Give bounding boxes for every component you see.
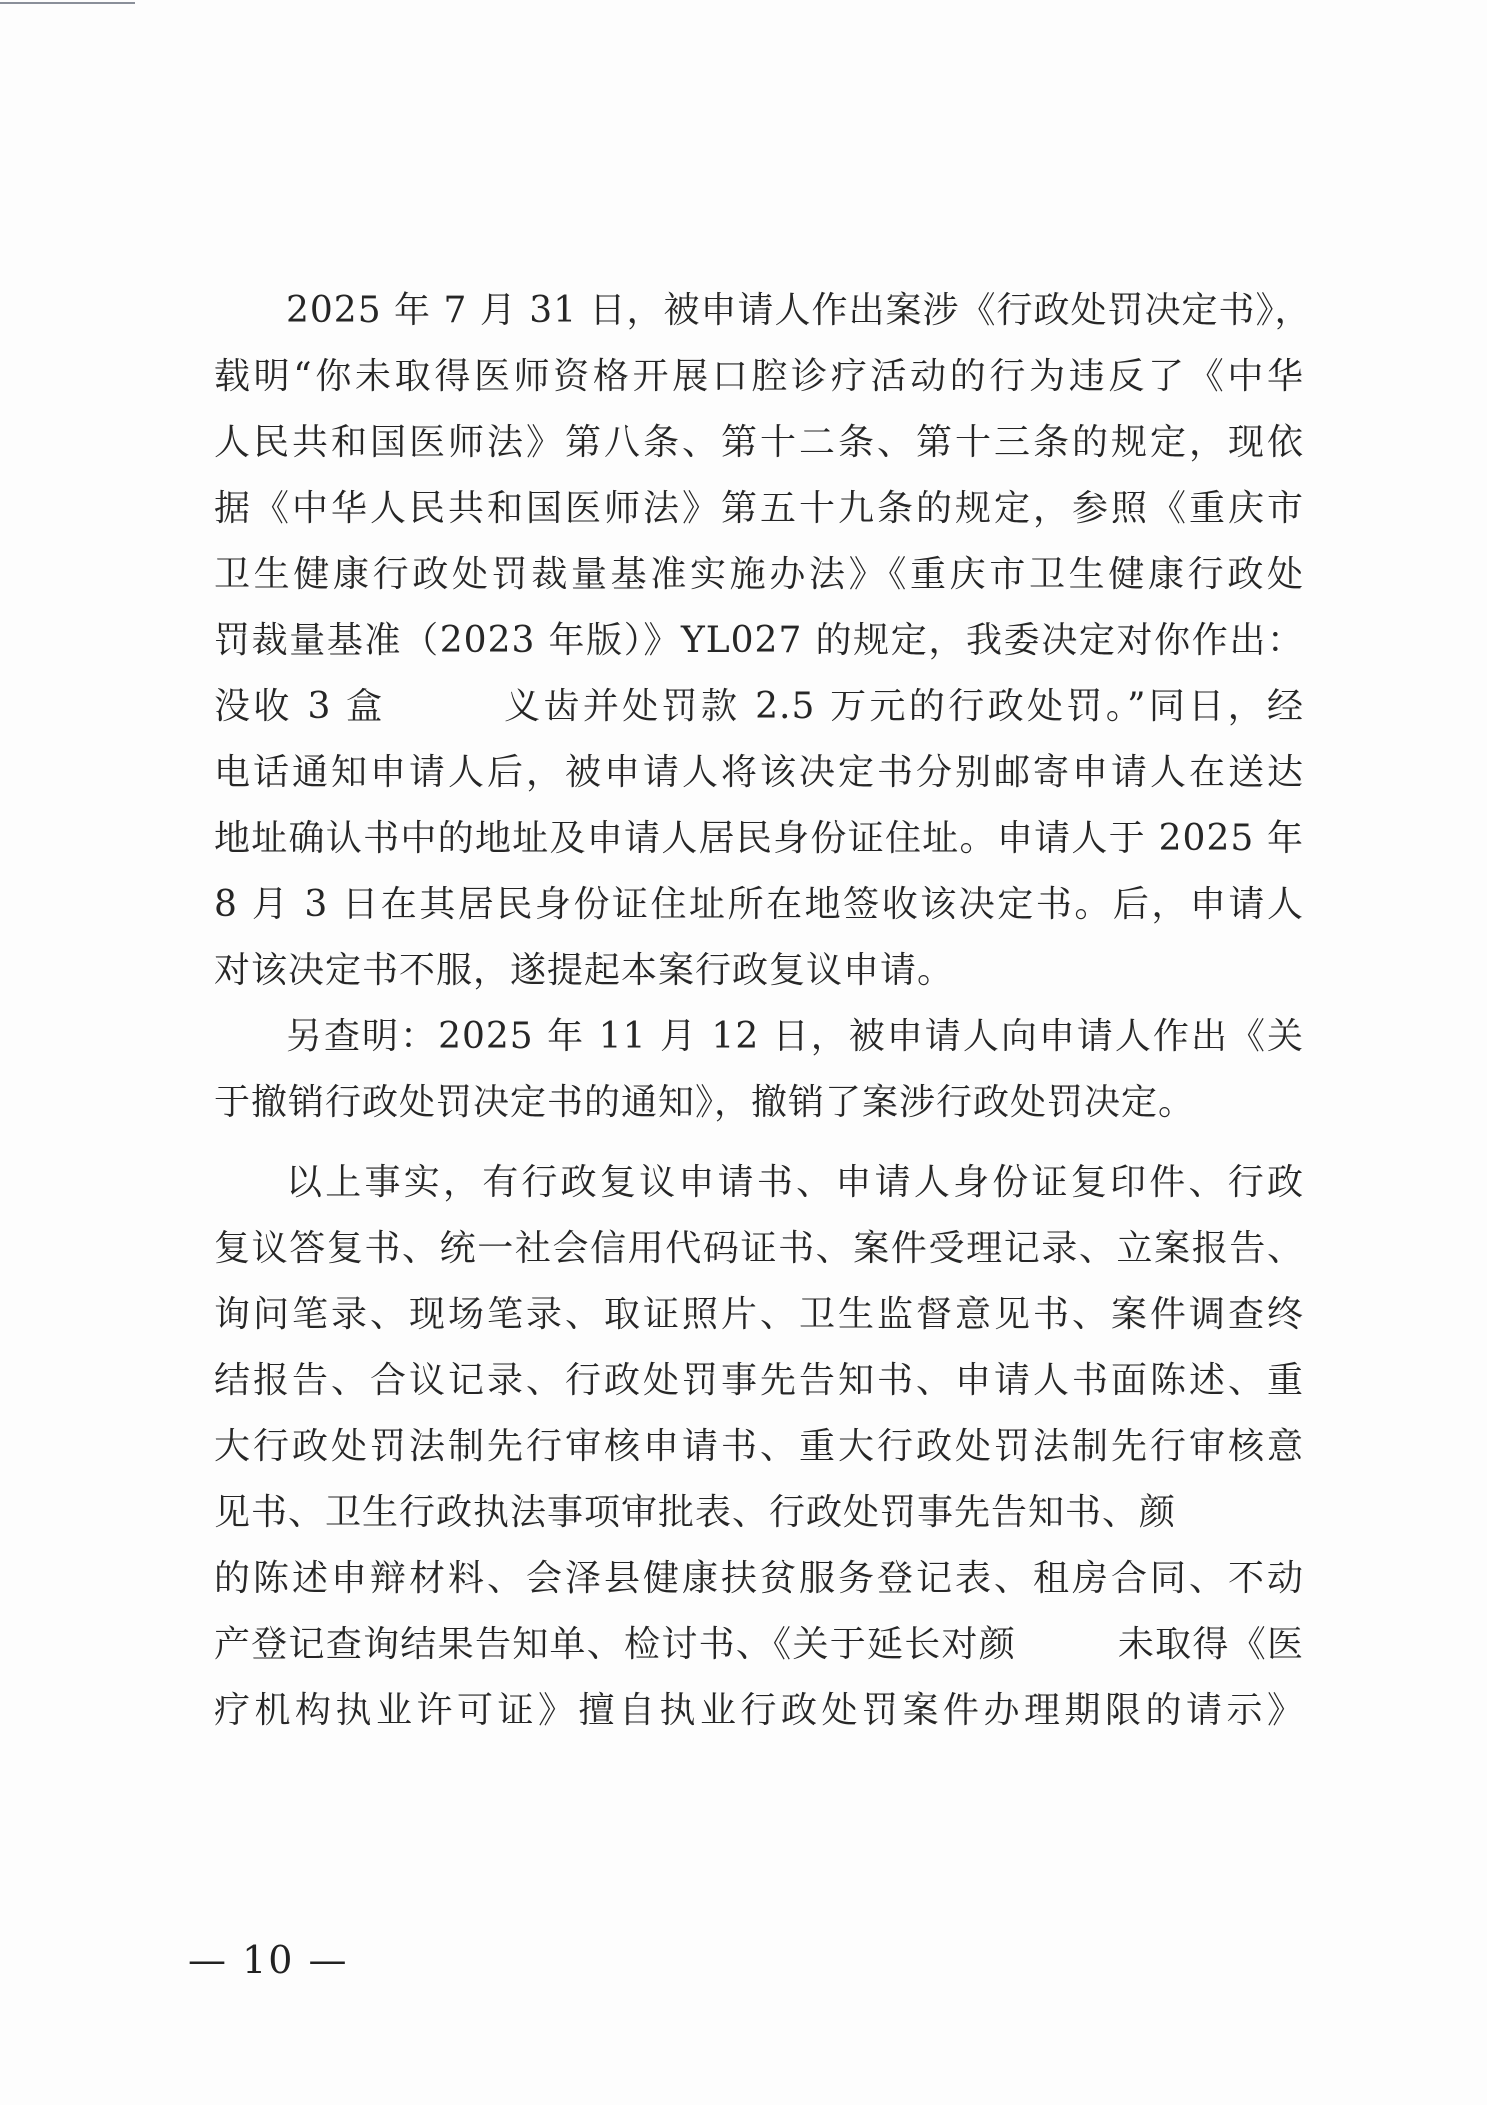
text-line: 卫生健康行政处罚裁量基准实施办法》《重庆市卫生健康行政处 xyxy=(214,554,1304,595)
text-line: 2025 年 7 月 31 日，被申请人作出案涉《行政处罚决定书》， xyxy=(286,290,1312,331)
text-line: 结报告、合议记录、行政处罚事先告知书、申请人书面陈述、重 xyxy=(214,1360,1304,1401)
text-line: 疗机构执业许可证》擅自执业行政处罚案件办理期限的请示》 xyxy=(214,1690,1304,1731)
text-line: 复议答复书、统一社会信用代码证书、案件受理记录、立案报告、 xyxy=(214,1228,1304,1269)
text-line: 人民共和国医师法》第八条、第十二条、第十三条的规定，现依 xyxy=(214,422,1304,463)
paragraph-further-finding xyxy=(214,1004,1304,1136)
text-line: 对该决定书不服，遂提起本案行政复议申请。 xyxy=(214,950,955,991)
text-line: 大行政处罚法制先行审核申请书、重大行政处罚法制先行审核意 xyxy=(214,1426,1304,1467)
paragraph-gap xyxy=(214,1136,1304,1150)
text-line: 8 月 3 日在其居民身份证住址所在地签收该决定书。后，申请人 xyxy=(214,884,1304,925)
text-line: 见书、卫生行政执法事项审批表、行政处罚事先告知书、颜 xyxy=(214,1492,1177,1533)
text-line: 于撤销行政处罚决定书的通知》，撤销了案涉行政处罚决定。 xyxy=(214,1082,1196,1123)
text-line: 另查明：2025 年 11 月 12 日，被申请人向申请人作出《关 xyxy=(286,1016,1304,1057)
paragraph-evidence xyxy=(214,1150,1304,1744)
text-line: 的陈述申辩材料、会泽县健康扶贫服务登记表、租房合同、不动 xyxy=(214,1558,1304,1599)
text-line: 询问笔录、现场笔录、取证照片、卫生监督意见书、案件调查终 xyxy=(214,1294,1304,1335)
text-line: 产登记查询结果告知单、检讨书、《关于延长对颜 未取得《医 xyxy=(214,1624,1304,1665)
text-line: 罚裁量基准（2023 年版）》YL027 的规定，我委决定对你作出： xyxy=(214,620,1304,661)
text-line: 载明“你未取得医师资格开展口腔诊疗活动的行为违反了《中华 xyxy=(214,356,1304,397)
document-body xyxy=(214,278,1312,1744)
paragraph-decision xyxy=(214,278,1312,1004)
text-line: 据《中华人民共和国医师法》第五十九条的规定，参照《重庆市 xyxy=(214,488,1304,529)
text-line: 电话通知申请人后，被申请人将该决定书分别邮寄申请人在送达 xyxy=(214,752,1304,793)
text-line: 没收 3 盒 义齿并处罚款 2.5 万元的行政处罚。”同日，经 xyxy=(214,686,1304,727)
text-line: 以上事实，有行政复议申请书、申请人身份证复印件、行政 xyxy=(286,1162,1304,1203)
text-line: 地址确认书中的地址及申请人居民身份证住址。申请人于 2025 年 xyxy=(214,818,1304,859)
page-number: — 10 — xyxy=(188,1938,349,1982)
top-rule xyxy=(0,2,135,4)
